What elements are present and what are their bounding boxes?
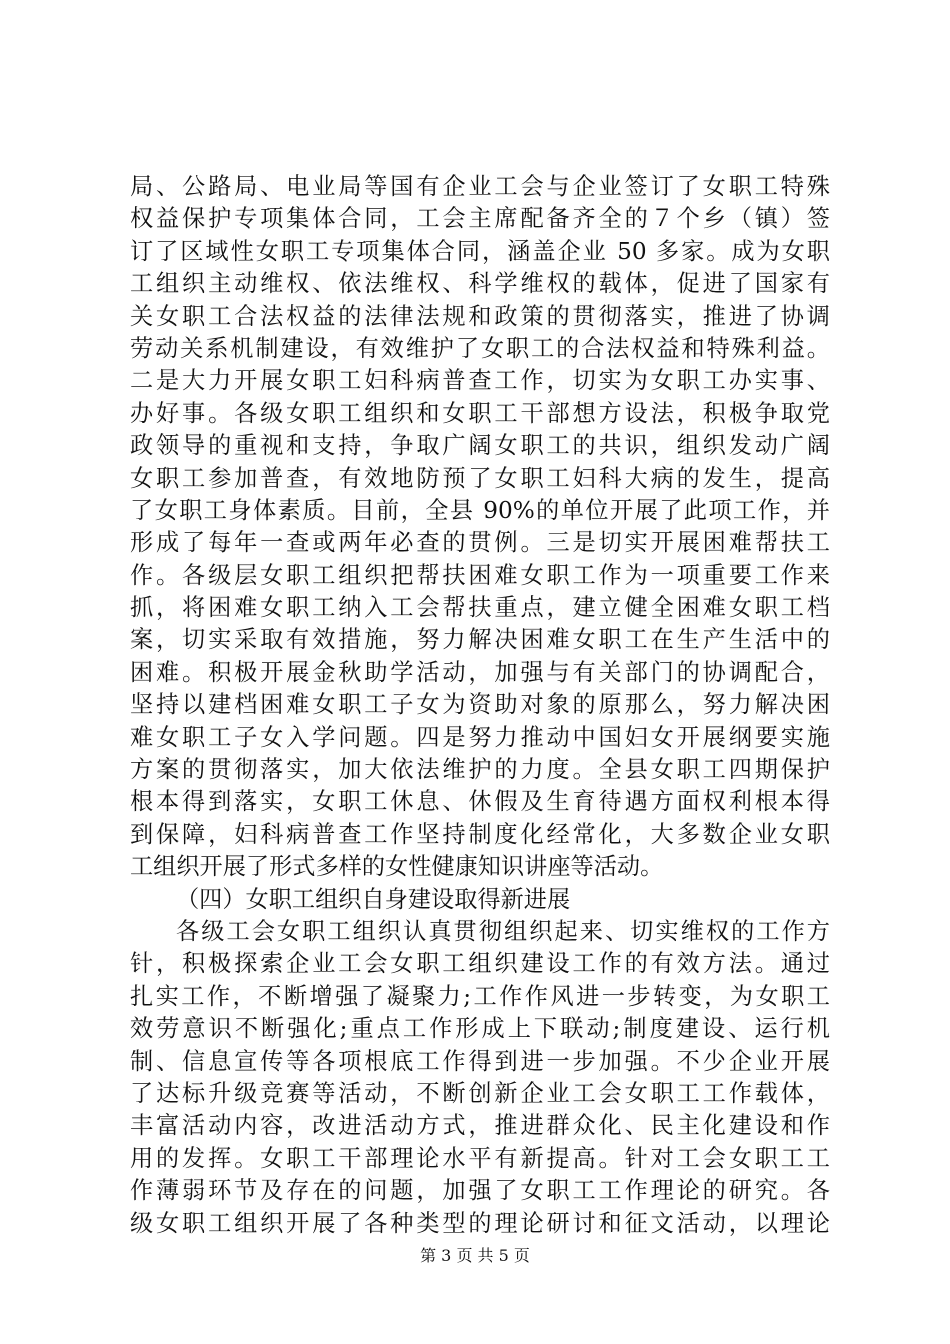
text-line: 难女职工子女入学问题。四是努力推动中国妇女开展纲要实施	[130, 723, 830, 751]
text-line: 二是大力开展女职工妇科病普查工作，切实为女职工办实事、	[130, 367, 830, 395]
text-line: 困难。积极开展金秋助学活动，加强与有关部门的协调配合，	[130, 658, 830, 686]
text-line: 制、信息宣传等各项根底工作得到进一步加强。不少企业开展	[130, 1047, 830, 1075]
text-line: 局、公路局、电业局等国有企业工会与企业签订了女职工特殊	[130, 173, 830, 200]
text-line: 丰富活动内容，改进活动方式，推进群众化、民主化建设和作	[130, 1112, 830, 1140]
text-line: 形成了每年一查或两年必查的贯例。三是切实开展困难帮扶工	[130, 529, 830, 557]
text-line: 效劳意识不断强化;重点工作形成上下联动;制度建设、运行机	[130, 1015, 830, 1043]
text-line: 抓，将困难女职工纳入工会帮扶重点，建立健全困难女职工档	[130, 594, 830, 622]
text-line: 坚持以建档困难女职工子女为资助对象的原那么，努力解决困	[130, 691, 830, 719]
text-line: 作。各级层女职工组织把帮扶困难女职工作为一项重要工作来	[130, 561, 830, 589]
text-line: 了女职工身体素质。目前，全县 90%的单位开展了此项工作，并	[130, 496, 830, 524]
text-line: 女职工参加普查，有效地防预了女职工妇科大病的发生，提高	[130, 464, 830, 492]
text-line: 到保障，妇科病普查工作坚持制度化经常化，大多数企业女职	[130, 820, 830, 848]
text-line: 关女职工合法权益的法律法规和政策的贯彻落实，推进了协调	[130, 302, 830, 330]
text-line: 案，切实采取有效措施，努力解决困难女职工在生产生活中的	[130, 626, 830, 654]
text-line: 政领导的重视和支持，争取广阔女职工的共识，组织发动广阔	[130, 432, 830, 460]
text-line: 针，积极探索企业工会女职工组织建设工作的有效方法。通过	[130, 950, 830, 978]
text-line: 订了区域性女职工专项集体合同，涵盖企业 50 多家。成为女职	[130, 237, 830, 265]
text-line: 办好事。各级女职工组织和女职工干部想方设法，积极争取党	[130, 399, 830, 427]
text-line: 用的发挥。女职工干部理论水平有新提高。针对工会女职工工	[130, 1144, 830, 1172]
text-line: 了达标升级竞赛等活动，不断创新企业工会女职工工作载体，	[130, 1079, 830, 1107]
text-line: 工组织开展了形式多样的女性健康知识讲座等活动。	[130, 853, 664, 881]
page-number-footer: 第 3 页 共 5 页	[420, 1246, 530, 1265]
text-line: 工组织主动维权、依法维权、科学维权的载体，促进了国家有	[130, 270, 830, 298]
text-line: 根本得到落实，女职工休息、休假及生育待遇方面权利根本得	[130, 788, 830, 816]
text-line: 扎实工作，不断增强了凝聚力;工作作风进一步转变，为女职工	[130, 982, 830, 1010]
text-line: 各级工会女职工组织认真贯彻组织起来、切实维权的工作方	[176, 917, 830, 945]
text-line: 权益保护专项集体合同，工会主席配备齐全的７个乡（镇）签	[130, 205, 830, 233]
text-line: 方案的贯彻落实，加大依法维护的力度。全县女职工四期保护	[130, 756, 830, 784]
text-line: 作薄弱环节及存在的问题，加强了女职工工作理论的研究。各	[130, 1177, 830, 1205]
text-line: 劳动关系机制建设，有效维护了女职工的合法权益和特殊利益。	[130, 334, 830, 362]
text-line: 级女职工组织开展了各种类型的理论研讨和征文活动，以理论	[130, 1209, 830, 1237]
body-text	[130, 171, 830, 1240]
section-heading: （四）女职工组织自身建设取得新进展	[176, 885, 571, 913]
